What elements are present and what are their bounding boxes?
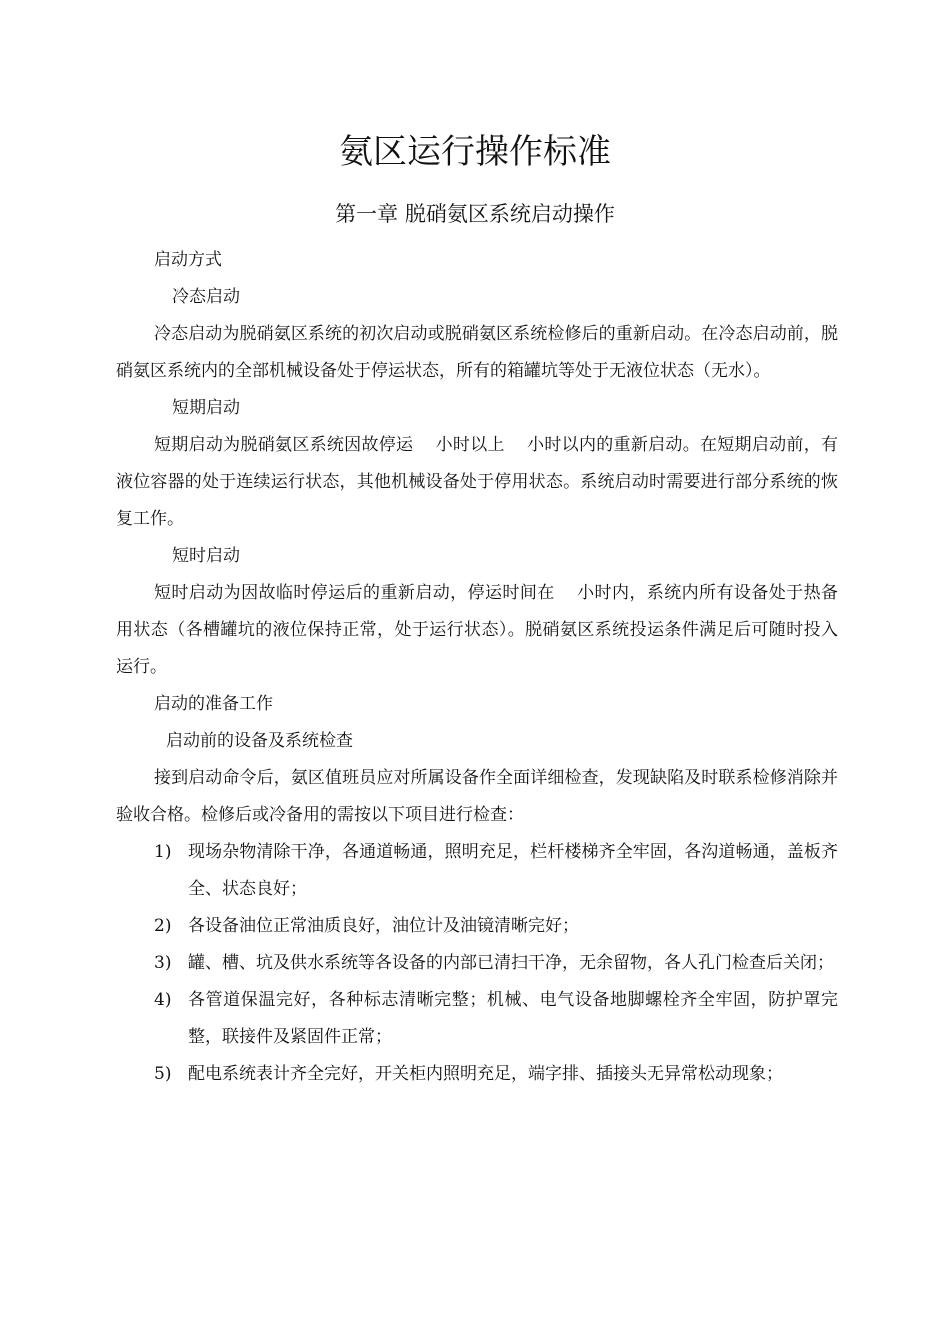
subheading-cold-start: 冷态启动 [172,287,240,307]
list-item-number: 5) [154,1064,172,1084]
text-segment: 短时启动为因故临时停运后的重新启动，停运时间在 [154,583,555,603]
list-item-text: 现场杂物清除干净，各通道畅通，照明充足，栏杆楼梯齐全牢固，各沟道畅通，盖板齐全、状态良好； [188,842,838,899]
list-item [116,945,838,982]
section-heading-preparation: 启动的准备工作 [154,694,273,714]
list-item-text: 各管道保温完好，各种标志清晰完整；机械、电气设备地脚螺栓齐全牢固，防护罩完整，联接件及紧固件正常； [188,990,838,1047]
chapter-heading: 第一章 脱硝氨区系统启动操作 [335,202,615,226]
paragraph-inspection-intro: 接到启动命令后，氨区值班员应对所属设备作全面详细检查，发现缺陷及时联系检修消除并验收合格。检修后或冷备用的需按以下项目进行检查： [116,768,838,825]
section-heading-startup-modes: 启动方式 [154,250,222,270]
list-item-number: 2) [154,916,172,936]
list-item-number: 4) [154,990,172,1010]
paragraph-cold-start: 冷态启动为脱硝氨区系统的初次启动或脱硝氨区系统检修后的重新启动。在冷态启动前，脱硝氨区系统内的全部机械设备处于停运状态，所有的箱罐坑等处于无液位状态（无水）。 [116,324,838,381]
paragraph-brief-start [116,575,838,686]
list-item-text: 各设备油位正常油质良好，油位计及油镜清晰完好； [188,916,579,936]
subheading-brief-start: 短时启动 [172,546,240,566]
document-title: 氨区运行操作标准 [339,132,611,172]
text-segment: 小时以上 [435,435,505,455]
list-item [116,982,838,1056]
list-item-text: 配电系统表计齐全完好，开关柜内照明充足，端字排、插接头无异常松动现象； [188,1064,783,1084]
list-item [116,908,838,945]
subheading-pre-start-inspection: 启动前的设备及系统检查 [166,731,353,751]
list-item-number: 3) [154,953,172,973]
list-item-number: 1) [154,842,172,862]
list-item-text: 罐、槽、坑及供水系统等各设备的内部已清扫干净，无余留物，各人孔门检查后关闭； [188,953,834,973]
text-segment: 短期启动为脱硝氨区系统因故停运 [154,435,414,455]
paragraph-short-term-start [116,427,838,538]
inspection-checklist [116,834,838,1093]
subheading-short-term-start: 短期启动 [172,398,240,418]
document-body [116,242,838,1093]
text-segment: 小时以内的重新启动。在短期启动前，有液位容器的处于连续运行状态，其他机械设备处于停用状态。系统启动时需要进行部分系统的恢复工作。 [116,435,839,529]
list-item [116,1056,838,1093]
list-item [116,834,838,908]
text-segment: 小时内，系统内所有设备处于热备用状态（各槽罐坑的液位保持正常，处于运行状态）。脱硝氨区系统投运条件满足后可随时投入运行。 [116,583,839,677]
